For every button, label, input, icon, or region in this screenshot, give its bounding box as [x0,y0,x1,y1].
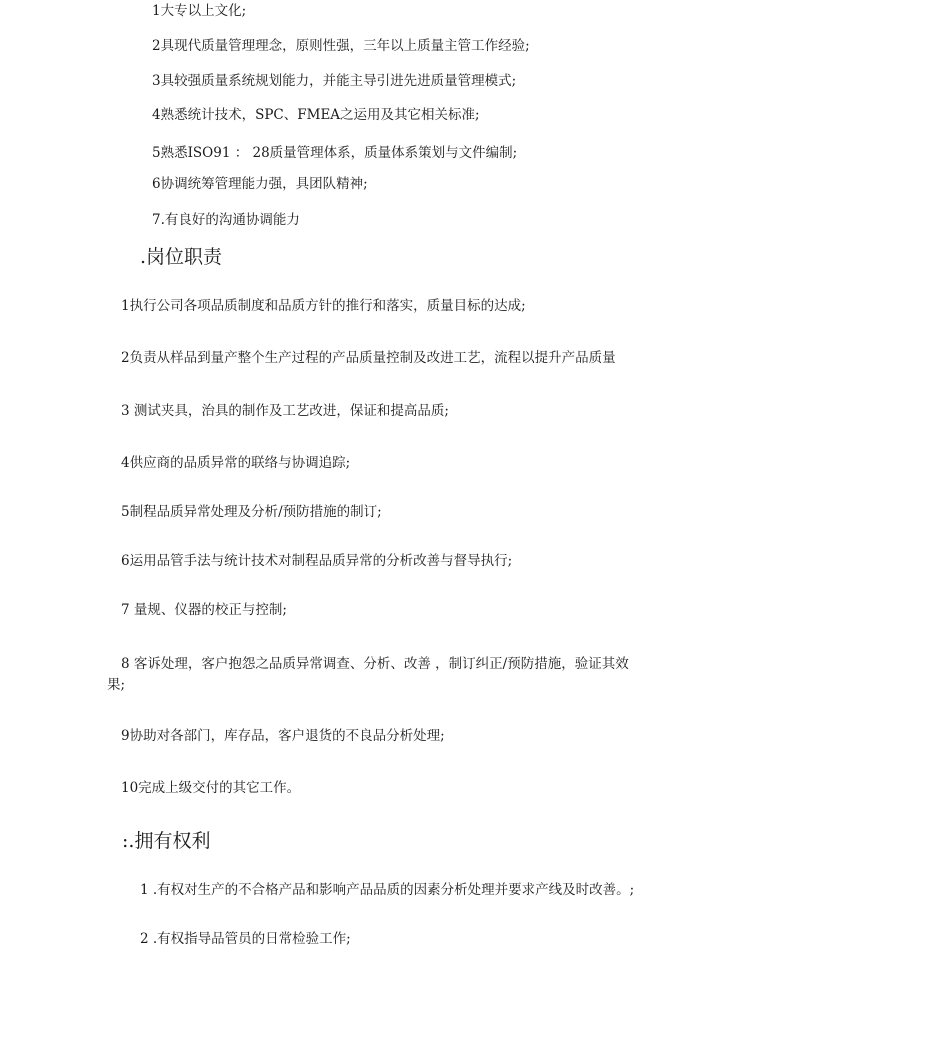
requirement-item: 5熟悉ISO91 ： 28质量管理体系，质量体系策划与文件编制; [152,145,518,161]
duty-item: 8 客诉处理，客户抱怨之品质异常调查、分析、改善 ，制订纠正/预防措施，验证其效 [121,656,629,672]
duty-item: 9协助对各部门，库存品，客户退货的不良品分析处理; [121,728,445,744]
requirement-item: 2具现代质量管理理念，原则性强，三年以上质量主管工作经验; [152,38,530,54]
duty-item: 7 量规、仪器的校正与控制; [121,602,287,618]
requirement-item: 1大专以上文化; [152,3,247,19]
requirement-item: 7.有良好的沟通协调能力 [152,212,300,228]
duty-item: 4供应商的品质异常的联络与协调追踪; [121,455,351,471]
right-item: 1 .有权对生产的不合格产品和影响产品品质的因素分析处理并要求产线及时改善。; [140,882,635,898]
duty-item-continuation: 果; [107,677,126,693]
section-heading-duties: .岗位职责 [140,246,223,268]
right-item: 2 .有权指导品管员的日常检验工作; [140,931,351,947]
requirement-item: 4熟悉统计技术，SPC、FMEA之运用及其它相关标准; [152,107,480,123]
section-heading-rights: :.拥有权利 [122,830,211,852]
requirement-item: 6协调统筹管理能力强，具团队精神; [152,176,368,192]
duty-item: 3 测试夹具，治具的制作及工艺改进，保证和提高品质; [121,403,449,419]
duty-item: 1执行公司各项品质制度和品质方针的推行和落实，质量目标的达成; [121,298,526,314]
duty-item: 10完成上级交付的其它工作。 [121,780,301,796]
duty-item: 5制程品质异常处理及分析/预防措施的制订; [121,504,382,520]
duty-item: 2负责从样品到量产整个生产过程的产品质量控制及改进工艺，流程以提升产品质量 [121,350,616,366]
duty-item: 6运用品管手法与统计技术对制程品质异常的分析改善与督导执行; [121,553,513,569]
requirement-item: 3具较强质量系统规划能力，并能主导引进先进质量管理模式; [152,73,517,89]
